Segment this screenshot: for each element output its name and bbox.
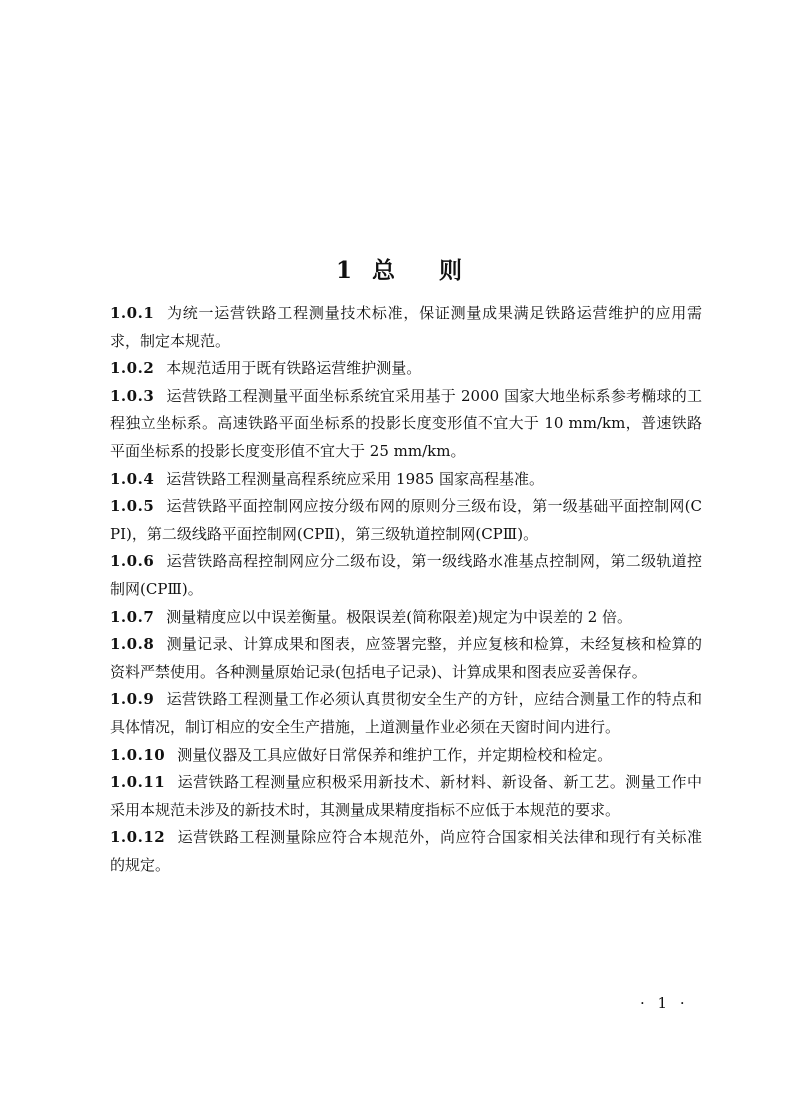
clause-text: 运营铁路工程测量应积极采用新技术、新材料、新设备、新工艺。测量工作中采用本规范未涉及的新技术时，其测量成果精度指标不应低于本规范的要求。: [110, 773, 702, 819]
clause-number: 1.0.6: [110, 552, 155, 571]
clause-text: 运营铁路工程测量高程系统应采用 1985 国家高程基准。: [166, 469, 544, 488]
clause-1-0-8: [110, 631, 702, 686]
clause-text: 本规范适用于既有铁路运营维护测量。: [166, 359, 422, 378]
clause-list: [110, 300, 702, 879]
clause-1-0-5: [110, 493, 702, 548]
clause-text: 运营铁路工程测量工作必须认真贯彻安全生产的方针，应结合测量工作的特点和具体情况，制订相应的安全生产措施，上道测量作业必须在天窗时间内进行。: [110, 690, 702, 736]
clause-1-0-3: [110, 383, 702, 466]
clause-number: 1.0.4: [110, 469, 155, 488]
clause-number: 1.0.2: [110, 359, 155, 378]
clause-text: 测量仪器及工具应做好日常保养和维护工作，并定期检校和检定。: [177, 745, 613, 764]
clause-1-0-12: [110, 824, 702, 879]
chapter-number: 1: [335, 257, 354, 285]
clause-1-0-4: [110, 466, 702, 494]
chapter-title: [0, 255, 800, 287]
clause-number: 1.0.3: [110, 386, 155, 405]
clause-1-0-6: [110, 548, 702, 603]
clause-text: 测量精度应以中误差衡量。极限误差(简称限差)规定为中误差的 2 倍。: [166, 607, 633, 626]
chapter-title-word-2: 则: [439, 257, 464, 285]
chapter-title-word-1: 总: [372, 257, 397, 285]
clause-1-0-1: [110, 300, 702, 355]
clause-1-0-9: [110, 686, 702, 741]
clause-1-0-10: [110, 742, 702, 770]
clause-number: 1.0.10: [110, 745, 166, 764]
clause-text: 为统一运营铁路工程测量技术标准，保证测量成果满足铁路运营维护的应用需求，制定本规范。: [110, 304, 702, 350]
clause-1-0-11: [110, 769, 702, 824]
page-number: · 1 ·: [640, 994, 689, 1012]
clause-number: 1.0.7: [110, 607, 155, 626]
clause-number: 1.0.1: [110, 304, 155, 322]
clause-text: 运营铁路工程测量除应符合本规范外，尚应符合国家相关法律和现行有关标准的规定。: [110, 828, 702, 874]
clause-1-0-2: [110, 355, 702, 383]
clause-number: 1.0.8: [110, 635, 155, 654]
clause-number: 1.0.5: [110, 497, 155, 516]
clause-number: 1.0.12: [110, 828, 166, 847]
clause-text: 运营铁路高程控制网应分二级布设，第一级线路水准基点控制网，第二级轨道控制网(CPⅢ)。: [110, 552, 702, 598]
clause-number: 1.0.9: [110, 690, 155, 709]
clause-text: 测量记录、计算成果和图表，应签署完整，并应复核和检算，未经复核和检算的资料严禁使用。各种测量原始记录(包括电子记录)、计算成果和图表应妥善保存。: [110, 635, 702, 681]
clause-number: 1.0.11: [110, 773, 166, 792]
clause-text: 运营铁路平面控制网应按分级布网的原则分三级布设，第一级基础平面控制网(CPⅠ)，第二级线路平面控制网(CPⅡ)，第三级轨道控制网(CPⅢ)。: [110, 497, 702, 543]
clause-text: 运营铁路工程测量平面坐标系统宜采用基于 2000 国家大地坐标系参考椭球的工程独立坐标系。高速铁路平面坐标系的投影长度变形值不宜大于 10 mm/km，普速铁路平面坐标系的投影长度变形值不宜大于 25 mm/km。: [110, 386, 702, 460]
clause-1-0-7: [110, 604, 702, 632]
